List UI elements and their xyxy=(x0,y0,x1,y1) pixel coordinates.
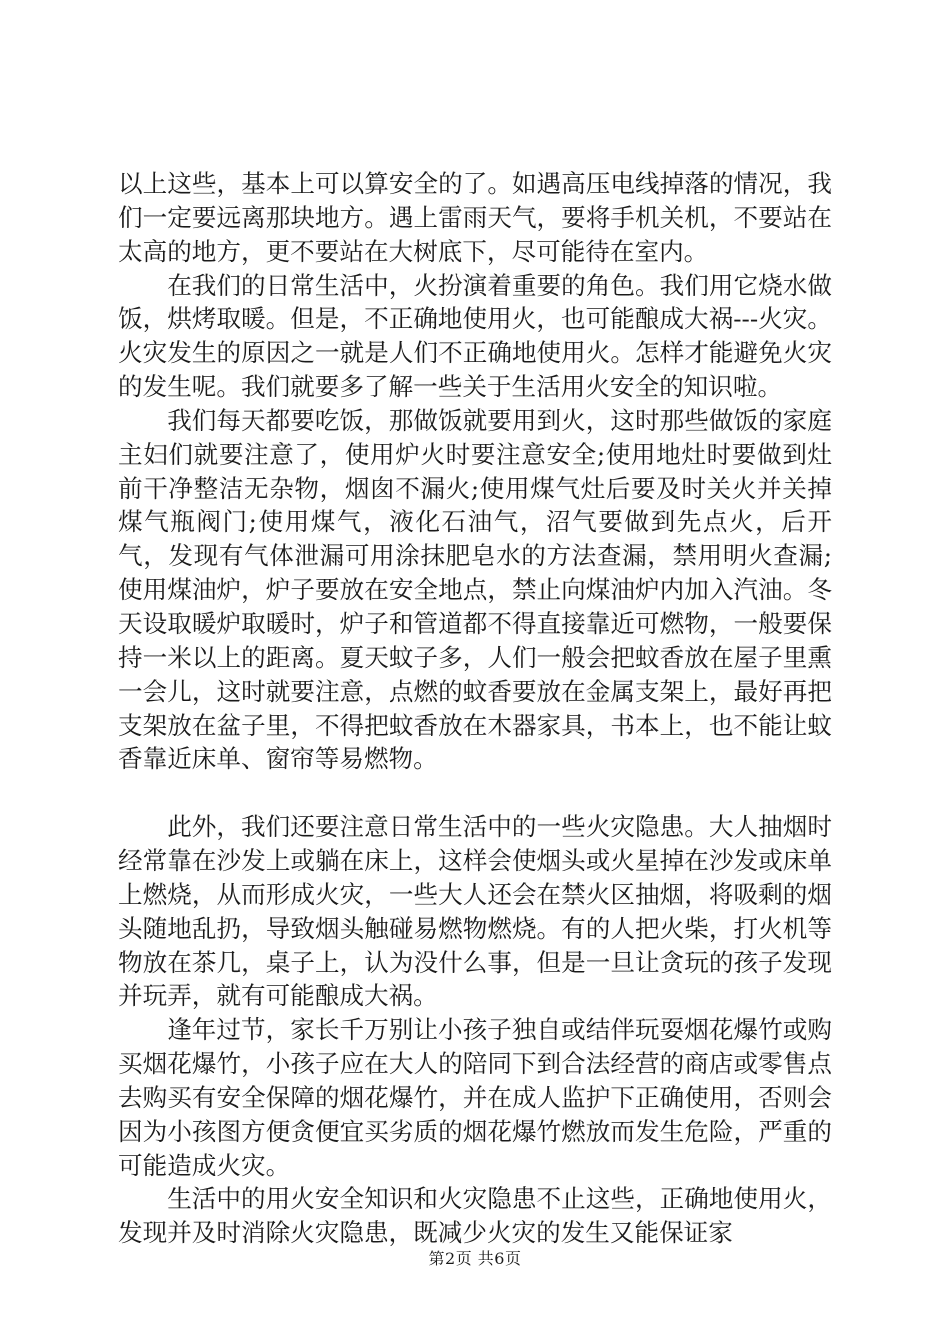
paragraph-5: 逢年过节，家长千万别让小孩子独自或结伴玩耍烟花爆竹或购买烟花爆竹，小孩子应在大人的陪同下到合法经营的商店或零售点去购买有安全保障的烟花爆竹，并在成人监护下正确使用，否则会因为小孩图方便贪便宜买劣质的烟花爆竹燃放而发生危险，严重的可能造成火灾。 xyxy=(118,1015,832,1180)
paragraph-2: 在我们的日常生活中，火扮演着重要的角色。我们用它烧水做饭，烘烤取暖。但是，不正确地使用火，也可能酿成大祸---火灾。火灾发生的原因之一就是人们不正确地使用火。怎样才能避免火灾的发生呢。我们就要多了解一些关于生活用火安全的知识啦。 xyxy=(118,270,832,402)
paragraph-1: 以上这些，基本上可以算安全的了。如遇高压电线掉落的情况，我们一定要远离那块地方。遇上雷雨天气，要将手机关机，不要站在太高的地方，更不要站在大树底下，尽可能待在室内。 xyxy=(118,169,832,266)
page-number-footer: 第2页 共6页 xyxy=(428,1249,522,1268)
paragraph-3: 我们每天都要吃饭，那做饭就要用到火，这时那些做饭的家庭主妇们就要注意了，使用炉火时要注意安全;使用地灶时要做到灶前干净整洁无杂物，烟囱不漏火;使用煤气灶后要及时关火并关掉煤气瓶阀门;使用煤气，液化石油气，沼气要做到先点火，后开气，发现有气体泄漏可用涂抹肥皂水的方法查漏，禁用明火查漏;使用煤油炉，炉子要放在安全地点，禁止向煤油炉内加入汽油。冬天设取暖炉取暖时，炉子和管道都不得直接靠近可燃物，一般要保持一米以上的距离。夏天蚊子多，人们一般会把蚊香放在屋子里熏一会儿，这时就要注意，点燃的蚊香要放在金属支架上，最好再把支架放在盆子里，不得把蚊香放在木器家具，书本上，也不能让蚊香靠近床单、窗帘等易燃物。 xyxy=(118,405,832,774)
paragraph-gap xyxy=(118,776,832,810)
paragraph-6: 生活中的用火安全知识和火灾隐患不止这些，正确地使用火，发现并及时消除火灾隐患，既减少火灾的发生又能保证家 xyxy=(118,1184,832,1248)
document-body xyxy=(118,167,832,1250)
paragraph-4: 此外，我们还要注意日常生活中的一些火灾隐患。大人抽烟时经常靠在沙发上或躺在床上，这样会使烟头或火星掉在沙发或床单上燃烧，从而形成火灾，一些大人还会在禁火区抽烟，将吸剩的烟头随地乱扔，导致烟头触碰易燃物燃烧。有的人把火柴，打火机等物放在茶几，桌子上，认为没什么事，但是一旦让贪玩的孩子发现并玩弄，就有可能酿成大祸。 xyxy=(118,812,832,1011)
